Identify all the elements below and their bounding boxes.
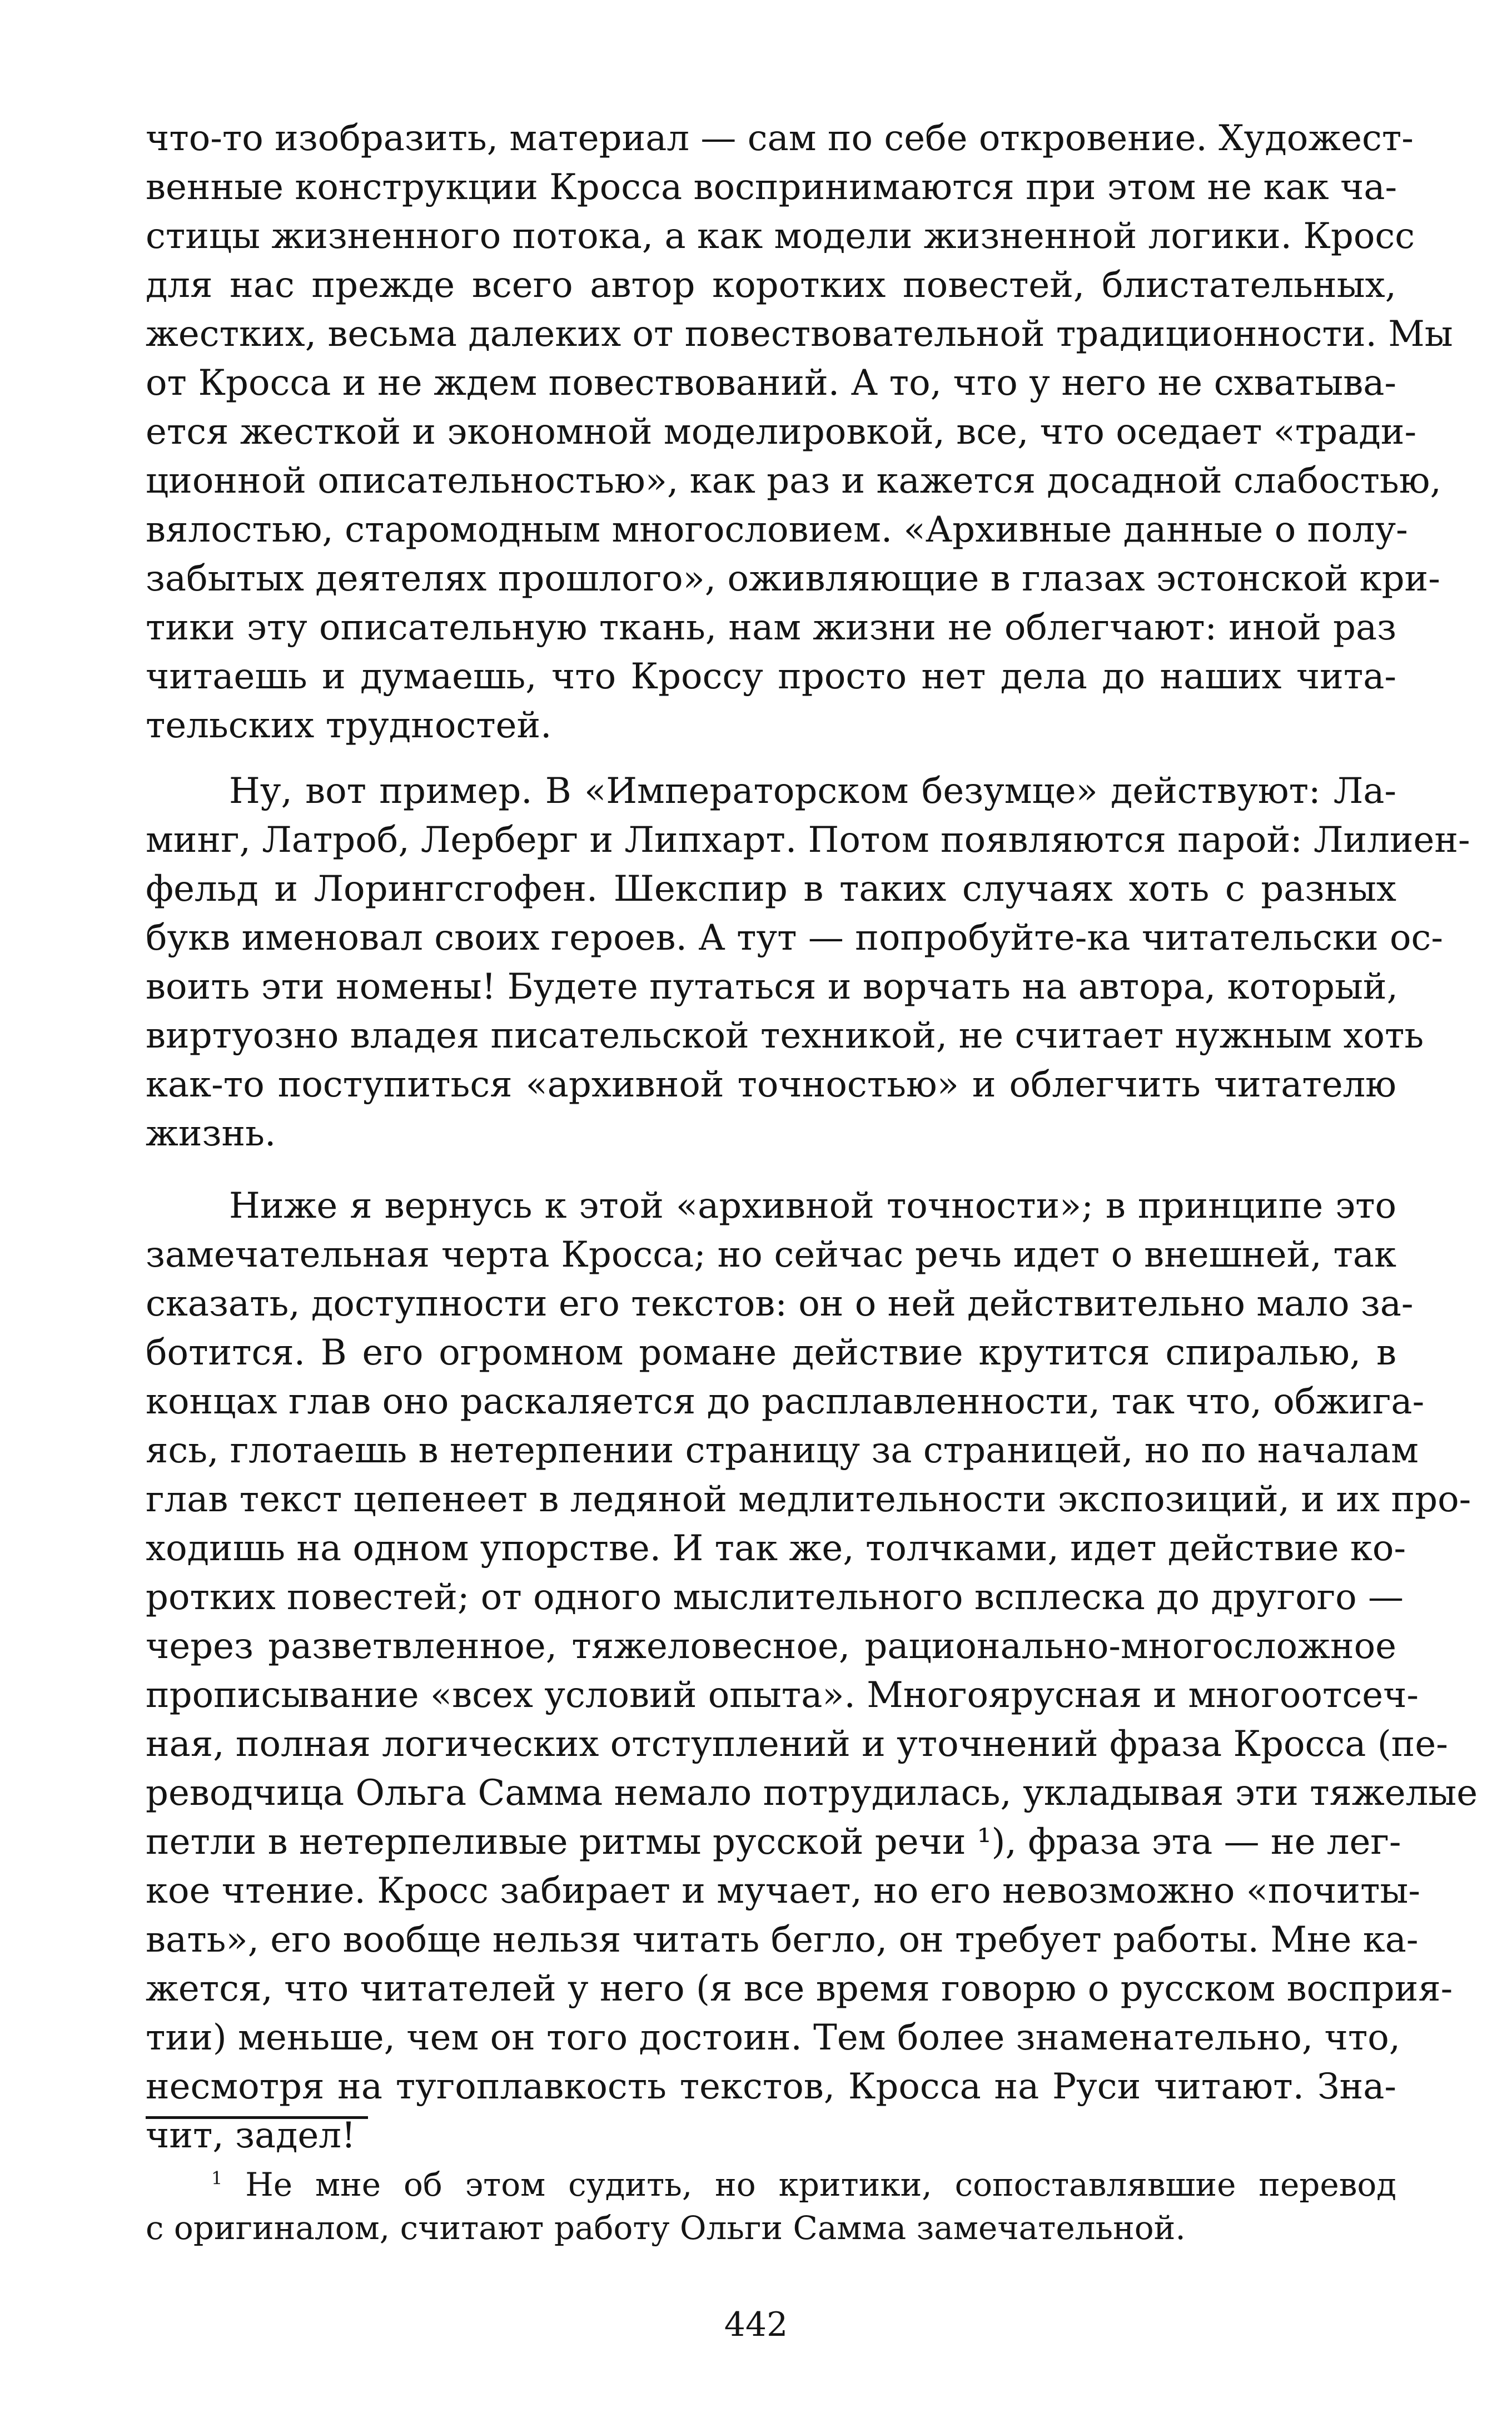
- text-line: букв именовал своих героев. А тут — попробуйте-ка читательски ос-: [146, 917, 1443, 959]
- text-line: кое чтение. Кросс забирает и мучает, но его невозможно «почиты-: [146, 1870, 1420, 1912]
- text-line: для нас прежде всего автор коротких повестей, блистательных,: [146, 265, 1396, 306]
- text-line: стицы жизненного потока, а как модели жизненной логики. Кросс: [146, 216, 1415, 257]
- page-number: 442: [724, 2305, 788, 2344]
- text-line: жизнь.: [146, 1113, 276, 1154]
- text-line: тельских трудностей.: [146, 705, 552, 746]
- paragraph-1: [146, 114, 1453, 750]
- text-line: ходишь на одном упорстве. И так же, толчками, идет действие ко-: [146, 1528, 1406, 1569]
- text-line: петли в нетерпеливые ритмы русской речи ¹), фраза эта — не лег-: [146, 1822, 1401, 1863]
- text-line: замечательная черта Кросса; но сейчас речь идет о внешней, так: [146, 1234, 1396, 1275]
- text-line: венные конструкции Кросса воспринимаются при этом не как ча-: [146, 167, 1397, 208]
- text-line: сказать, доступности его текстов: он о ней действительно мало за-: [146, 1283, 1414, 1324]
- text-line: ясь, глотаешь в нетерпении страницу за страницей, но по началам: [146, 1430, 1419, 1471]
- text-line: вать», его вообще нельзя читать бегло, он требует работы. Мне ка-: [146, 1919, 1419, 1961]
- text-line: концах глав оно раскаляется до расплавленности, так что, обжига-: [146, 1381, 1425, 1422]
- text-line: Ниже я вернусь к этой «архивной точности»; в принципе это: [229, 1185, 1396, 1227]
- text-line: от Кросса и не ждем повествований. А то, что у него не схватыва-: [146, 363, 1396, 404]
- text-line: несмотря на тугоплавкость текстов, Кросса на Руси читают. Зна-: [146, 2066, 1396, 2107]
- text-line: виртуозно владея писательской техникой, не считает нужным хоть: [146, 1015, 1424, 1056]
- text-line: вялостью, старомодным многословием. «Архивные данные о полу-: [146, 509, 1408, 550]
- footnote-line: [146, 2163, 1396, 2206]
- text-line: что-то изобразить, материал — сам по себе откровение. Художест-: [146, 118, 1414, 159]
- text-line: читаешь и думаешь, что Кроссу просто нет дела до наших чита-: [146, 656, 1396, 697]
- paragraph-3: [146, 1182, 1478, 2160]
- text-line: воить эти номены! Будете путаться и ворчать на автора, который,: [146, 966, 1398, 1007]
- text-line: Ну, вот пример. В «Императорском безумце» действуют: Ла-: [229, 771, 1396, 812]
- footnote-text: Не мне об этом судить, но критики, сопоставлявшие перевод: [245, 2166, 1397, 2203]
- text-line: чит, задел!: [146, 2115, 356, 2156]
- text-line: жется, что читателей у него (я все время говорю о русском восприя-: [146, 1968, 1453, 2009]
- footnote: [146, 2163, 1396, 2250]
- text-line: прописывание «всех условий опыта». Многоярусная и многоотсеч-: [146, 1675, 1419, 1716]
- text-line: жестких, весьма далеких от повествовательной традиционности. Мы: [146, 314, 1453, 355]
- text-line: как-то поступиться «архивной точностью» и облегчить читателю: [146, 1064, 1396, 1105]
- text-line: ротких повестей; от одного мыслительного всплеска до другого —: [146, 1577, 1404, 1618]
- page-body: [146, 114, 1478, 2160]
- text-line: ется жесткой и экономной моделировкой, все, что оседает «тради-: [146, 411, 1417, 453]
- footnote-marker: 1: [211, 2167, 223, 2189]
- footnote-separator: [146, 2116, 368, 2119]
- footnote-line: с оригиналом, считают работу Ольги Самма замечательной.: [146, 2209, 1186, 2247]
- text-line: фельд и Лорингсгофен. Шекспир в таких случаях хоть с разных: [146, 868, 1396, 910]
- paragraph-2: [146, 767, 1470, 1158]
- text-line: забытых деятелях прошлого», оживляющие в глазах эстонской кри-: [146, 558, 1440, 599]
- text-line: ная, полная логических отступлений и уточнений фраза Кросса (пе-: [146, 1724, 1448, 1765]
- text-line: тии) меньше, чем он того достоин. Тем более знаменательно, что,: [146, 2017, 1401, 2058]
- text-line: тики эту описательную ткань, нам жизни не облегчают: иной раз: [146, 607, 1396, 648]
- text-line: реводчица Ольга Самма немало потрудилась, укладывая эти тяжелые: [146, 1773, 1478, 1814]
- text-line: глав текст цепенеет в ледяной медлительности экспозиций, и их про-: [146, 1479, 1471, 1520]
- text-line: через разветвленное, тяжеловесное, рационально-многосложное: [146, 1626, 1396, 1667]
- text-line: минг, Латроб, Лерберг и Липхарт. Потом появляются парой: Лилиен-: [146, 820, 1470, 861]
- text-line: ционной описательностью», как раз и кажется досадной слабостью,: [146, 460, 1441, 502]
- text-line: ботится. В его огромном романе действие крутится спиралью, в: [146, 1332, 1396, 1373]
